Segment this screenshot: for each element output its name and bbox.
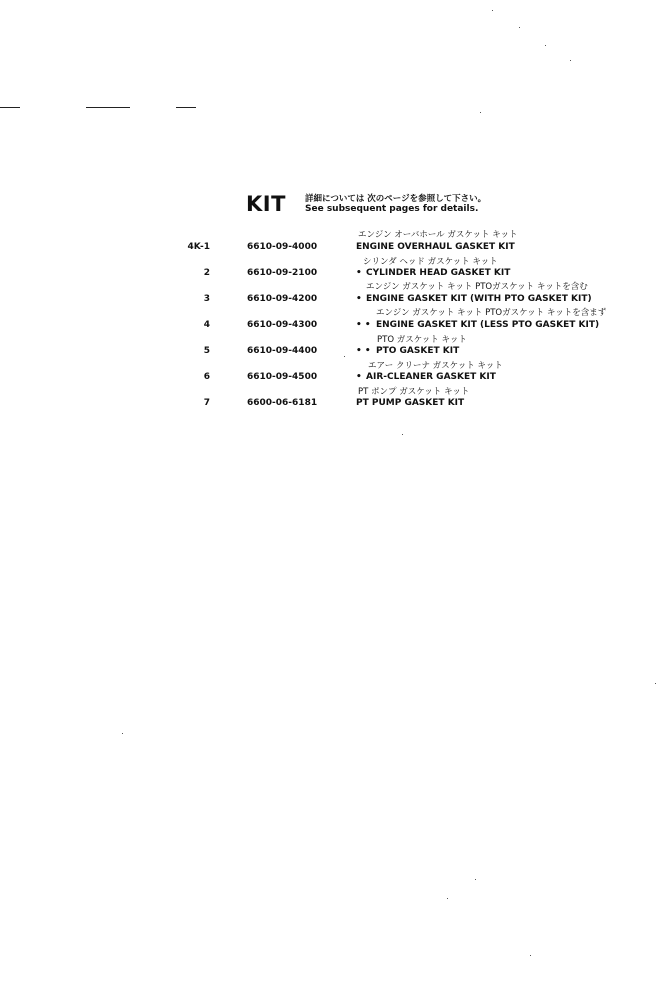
scan-speck bbox=[344, 356, 345, 357]
item-index: 4K-1 bbox=[187, 242, 210, 252]
scan-speck bbox=[480, 112, 481, 113]
level-marker: • bbox=[356, 372, 362, 382]
part-name: ENGINE GASKET KIT (LESS PTO GASKET KIT) bbox=[376, 320, 600, 330]
scan-speck bbox=[570, 60, 571, 61]
part-number: 6610-09-4500 bbox=[247, 372, 318, 382]
scan-speck bbox=[447, 898, 448, 899]
part-name-japanese: シリンダ ヘッド ガスケット キット bbox=[363, 257, 498, 267]
item-index: 4 bbox=[203, 320, 210, 330]
part-name-japanese: PTO ガスケット キット bbox=[377, 335, 467, 345]
page-title: KIT bbox=[246, 192, 286, 216]
scan-speck bbox=[122, 733, 123, 734]
part-number: 6610-09-4200 bbox=[247, 294, 318, 304]
part-name: CYLINDER HEAD GASKET KIT bbox=[366, 268, 511, 278]
scan-speck bbox=[519, 27, 520, 28]
level-marker: • • bbox=[356, 320, 371, 330]
part-number: 6610-09-2100 bbox=[247, 268, 318, 278]
part-name-japanese: エンジン オーバホール ガスケット キット bbox=[358, 230, 518, 240]
item-index: 3 bbox=[203, 294, 210, 304]
part-name: PTO GASKET KIT bbox=[376, 346, 460, 356]
scan-speck bbox=[655, 683, 656, 684]
part-name: AIR-CLEANER GASKET KIT bbox=[366, 372, 496, 382]
level-marker: • bbox=[356, 294, 362, 304]
scan-rule-left bbox=[0, 107, 20, 108]
scan-speck bbox=[492, 10, 493, 11]
scan-speck bbox=[402, 434, 403, 435]
part-name-japanese: エアー クリーナ ガスケット キット bbox=[368, 361, 503, 371]
part-number: 6610-09-4000 bbox=[247, 242, 318, 252]
part-number: 6610-09-4300 bbox=[247, 320, 318, 330]
item-index: 5 bbox=[203, 346, 210, 356]
scan-rule-middle bbox=[86, 107, 130, 108]
part-name-japanese: PT ポンプ ガスケット キット bbox=[358, 387, 470, 397]
level-marker: • • bbox=[356, 346, 371, 356]
part-name: ENGINE OVERHAUL GASKET KIT bbox=[356, 242, 515, 252]
item-index: 6 bbox=[203, 372, 210, 382]
part-name: PT PUMP GASKET KIT bbox=[356, 398, 465, 408]
part-name-japanese: エンジン ガスケット キット PTOガスケット キットを含まず bbox=[376, 308, 607, 318]
details-note-english: See subsequent pages for details. bbox=[305, 204, 479, 214]
scan-speck bbox=[475, 879, 476, 880]
part-number: 6610-09-4400 bbox=[247, 346, 318, 356]
level-marker: • bbox=[356, 268, 362, 278]
item-index: 7 bbox=[203, 398, 210, 408]
item-index: 2 bbox=[203, 268, 210, 278]
part-name: ENGINE GASKET KIT (WITH PTO GASKET KIT) bbox=[366, 294, 592, 304]
scan-speck bbox=[545, 45, 546, 46]
scan-speck bbox=[530, 955, 531, 956]
scan-rule-right bbox=[176, 107, 196, 108]
part-number: 6600-06-6181 bbox=[247, 398, 318, 408]
part-name-japanese: エンジン ガスケット キット PTOガスケット キットを含む bbox=[366, 282, 588, 292]
details-note-japanese: 詳細については 次のページを参照して下さい。 bbox=[305, 194, 487, 204]
